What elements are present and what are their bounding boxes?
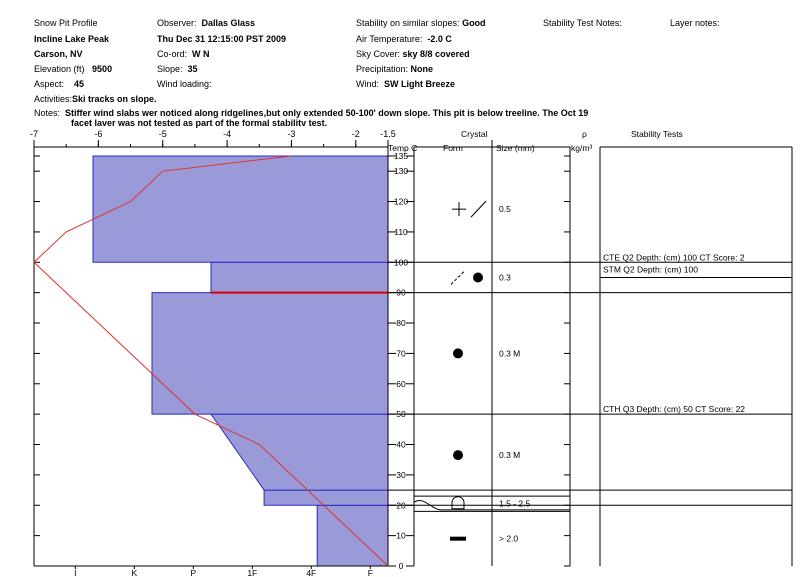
observer: Observer: Dallas Glass: [157, 18, 256, 28]
crystal-form-precip-decomposing-icon: [452, 201, 486, 217]
temp-tick-label-5: -2: [351, 129, 360, 139]
form-column-header: Form: [443, 143, 463, 153]
stability-similar-slopes: Stability on similar slopes: Good: [356, 18, 486, 28]
hardness-layer-1: [264, 490, 388, 505]
layer-notes-label: Layer notes:: [670, 18, 720, 28]
notes: Notes: Stiffer wind slabs wer noticed along ridgelines,but only extended 50-100' down slope. This pit is below treeline. The Oct 19 facet laver was not tested as part of the formal stabilitv test.: [34, 108, 589, 128]
crystal-size-3: 0.3 M: [499, 450, 521, 461]
hardness-label-5: F: [367, 568, 373, 577]
sky-cover: Sky Cover: sky 8/8 covered: [356, 49, 470, 59]
depth-label-8: 80: [396, 318, 406, 329]
hardness-label-1: K: [131, 568, 138, 577]
temp-tick-label-4: -3: [287, 129, 296, 139]
density-column-header: ρ: [582, 129, 587, 139]
aspect: Aspect: 45: [34, 79, 85, 89]
crystal-form-ice-layer-icon: [450, 537, 466, 541]
temp-tick-label-3: -4: [223, 129, 232, 139]
hardness-profile: [93, 156, 388, 566]
location: Incline Lake Peak: [34, 34, 110, 44]
stability-test-0: CTE Q2 Depth: (cm) 100 CT Score: 2: [603, 252, 745, 263]
hardness-layer-0: [317, 505, 388, 566]
elevation: Elevation (ft) 9500: [34, 64, 113, 74]
depth-label-7: 70: [396, 348, 406, 359]
hardness-label-2: P: [190, 568, 197, 577]
stability-tests-column: [600, 252, 792, 414]
stability-test-notes-label: Stability Test Notes:: [543, 18, 622, 28]
crystal-size-0: 0.5: [499, 204, 511, 215]
hardness-label-3: 1F: [247, 568, 258, 577]
depth-label-5: 50: [396, 409, 406, 420]
hardness-layer-3: [152, 293, 388, 414]
depth-label-14: 135: [393, 151, 409, 161]
crystal-form-rounded-icon: [453, 348, 463, 358]
wind: Wind: SW Light Breeze: [356, 79, 456, 89]
temp-tick-label-6: -1.5: [380, 129, 396, 139]
crystal-size-2: 0.3 M: [499, 348, 521, 359]
coordinates: Co-ord: W N: [157, 49, 210, 59]
crystal-form-decomposing-rounded-icon: [451, 270, 483, 284]
hardness-layer-4: [211, 262, 388, 292]
hardness-label-4: 4F: [306, 568, 317, 577]
depth-label-2: 20: [396, 500, 406, 511]
depth-label-13: 130: [393, 166, 409, 177]
depth-label-1: 10: [396, 530, 406, 541]
slope: Slope: 35: [157, 64, 198, 74]
city: Carson, NV: [34, 49, 83, 59]
crystal-size-5: > 2.0: [499, 533, 519, 544]
air-temperature: Air Temperature: -2.0 C: [356, 34, 452, 44]
crystal-size-4: 1.5 - 2.5: [499, 498, 531, 509]
temp-tick-label-0: -7: [29, 129, 39, 139]
temp-tick-label-1: -6: [94, 129, 103, 139]
stability-test-2: CTH Q3 Depth: (cm) 50 CT Score: 22: [603, 404, 746, 415]
depth-label-12: 120: [393, 196, 409, 207]
hardness-axis: [74, 566, 373, 577]
depth-label-3: 30: [396, 469, 406, 480]
density-unit-header: kg/m³: [571, 143, 593, 153]
depth-label-6: 60: [396, 378, 406, 389]
stability-tests-column-header: Stability Tests: [631, 129, 683, 139]
depth-label-4: 40: [396, 439, 406, 450]
size-column-header: Size (mm): [496, 143, 535, 153]
datetime: Thu Dec 31 12:15:00 PST 2009: [157, 34, 287, 44]
crystal-size-1: 0.3: [499, 272, 511, 283]
snow-pit-profile-title: Snow Pit Profile: [34, 18, 98, 28]
wind-loading: Wind loading:: [157, 79, 212, 89]
depth-label-9: 90: [396, 287, 406, 298]
crystal-form-rounded-icon: [453, 450, 463, 460]
temp-tick-label-2: -5: [158, 129, 167, 139]
temperature-axis: [30, 129, 396, 147]
depth-label-10: 100: [393, 257, 409, 268]
activities: Activities:Ski tracks on slope.: [34, 94, 157, 104]
depth-label-11: 110: [394, 226, 408, 237]
hardness-label-0: I: [74, 568, 77, 577]
precipitation: Precipitation: None: [356, 64, 434, 74]
hardness-layer-5: [93, 156, 388, 262]
crystal-form-depth-hoar-icon: [452, 497, 464, 509]
stability-test-1: STM Q2 Depth: (cm) 100: [603, 264, 698, 275]
crystal-column-header: Crystal: [461, 129, 488, 139]
temp-column-header: Temp C: [388, 143, 418, 153]
depth-label-0: 0: [398, 561, 404, 571]
hardness-layer-2: [211, 414, 388, 490]
